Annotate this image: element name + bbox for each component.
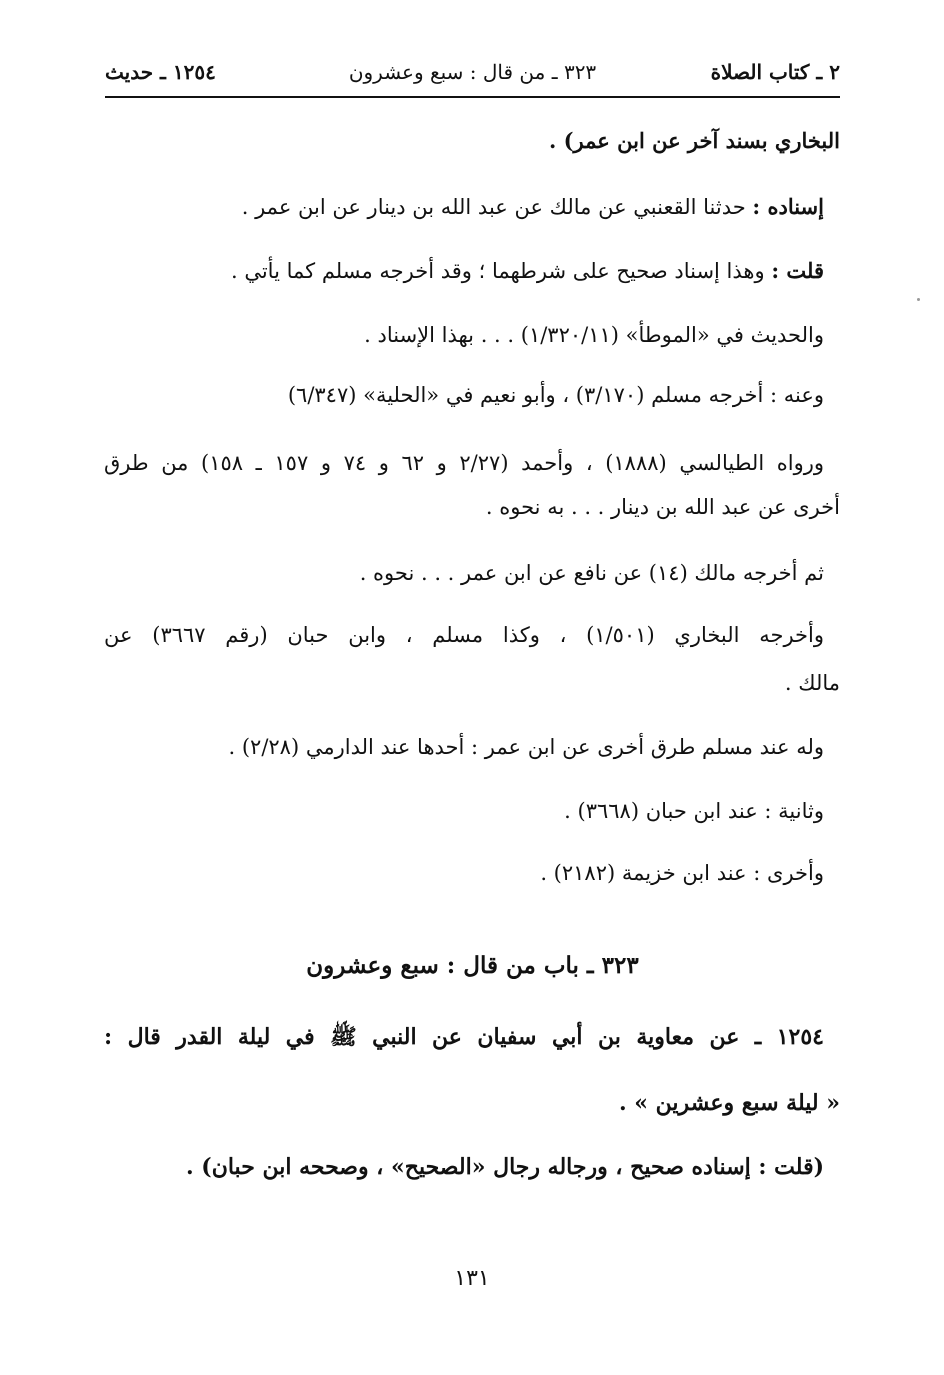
body-line-8a: وأخرجه البخاري (١/٥٠١) ، وكذا مسلم ، وابن حبان (رقم ٣٦٦٧) عن	[104, 623, 825, 647]
header-rule	[105, 96, 840, 98]
running-header	[105, 60, 840, 94]
chapter-heading: ٣٢٣ ـ باب من قال : سبع وعشرون	[306, 952, 639, 979]
header-hadith-number: ١٢٥٤ ـ حديث	[105, 60, 216, 84]
qultu-text: وهذا إسناد صحيح على شرطهما ؛ وقد أخرجه مسلم كما يأتي .	[230, 259, 765, 283]
body-line-3	[231, 256, 824, 286]
body-line-6a: ورواه الطيالسي (١٨٨٨) ، وأحمد (٢/٢٧ و ٦٢ و ٧٤ و ١٥٧ ـ ١٥٨) من طرق	[104, 451, 825, 475]
body-line-1: البخاري بسند آخر عن ابن عمر) .	[549, 128, 840, 153]
hadith-text-line-2: « ليلة سبع وعشرين » .	[618, 1090, 840, 1116]
body-line-4: والحديث في «الموطأ» (١/٣٢٠/١١) . . . بهذا الإسناد .	[364, 323, 824, 347]
hadith-verdict: (قلت : إسناده صحيح ، ورجاله رجال «الصحيح» ، وصححه ابن حبان) .	[185, 1154, 824, 1180]
header-book-title: ٢ ـ كتاب الصلاة	[710, 60, 840, 84]
body-line-10: وثانية : عند ابن حبان (٣٦٦٨) .	[564, 799, 824, 823]
body-line-11: وأخرى : عند ابن خزيمة (٢١٨٢) .	[540, 861, 824, 885]
page-number: ١٣١	[454, 1266, 490, 1291]
body-line-5: وعنه : أخرجه مسلم (٣/١٧٠) ، وأبو نعيم في «الحلية» (٦/٣٤٧)	[287, 383, 824, 407]
qultu-label: قلت :	[771, 258, 824, 283]
body-line-8b: مالك .	[784, 671, 840, 695]
body-line-6b: أخرى عن عبد الله بن دينار . . . به نحوه .	[485, 495, 840, 519]
hadith-text-line-1: ١٢٥٤ ـ عن معاوية بن أبي سفيان عن النبي ﷺ في ليلة القدر قال :	[104, 1024, 824, 1050]
margin-dot	[917, 298, 920, 301]
body-line-2	[242, 192, 824, 222]
isnad-label: إسناده :	[752, 194, 824, 219]
isnad-text: حدثنا القعنبي عن مالك عن عبد الله بن دينار عن ابن عمر .	[241, 195, 746, 219]
body-line-7: ثم أخرجه مالك (١٤) عن نافع عن ابن عمر . . . نحوه .	[359, 561, 824, 585]
header-chapter-title: ٣٢٣ ـ من قال : سبع وعشرون	[348, 60, 597, 84]
body-line-9: وله عند مسلم طرق أخرى عن ابن عمر : أحدها عند الدارمي (٢/٢٨) .	[228, 735, 824, 759]
